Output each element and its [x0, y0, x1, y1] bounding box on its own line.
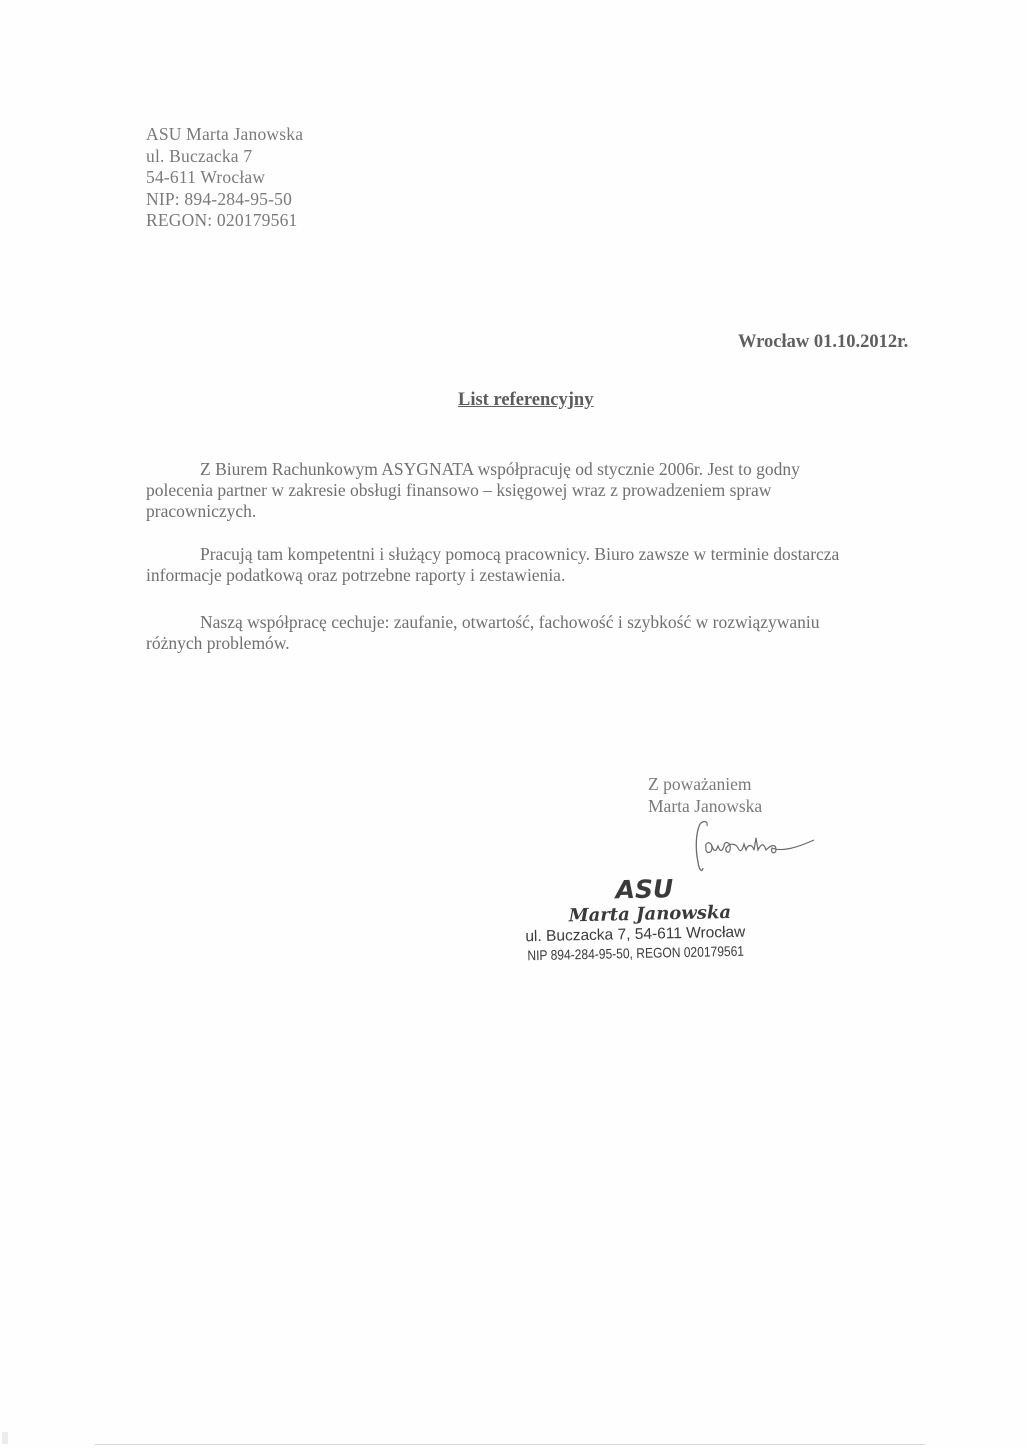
closing-block [648, 773, 762, 817]
sender-street: ul. Buczacka 7 [146, 145, 253, 166]
company-stamp [499, 873, 771, 965]
letter-title: List referencyjny [458, 390, 594, 410]
closing-name: Marta Janowska [648, 796, 763, 816]
paragraph-2 [146, 544, 839, 586]
stamp-name: Marta Janowska [568, 901, 732, 927]
sender-regon: REGON: 020179561 [146, 210, 298, 230]
paragraph-2-line-2: informacje podatkową oraz potrzebne raporty i zestawienia. [146, 565, 566, 585]
sender-block [146, 124, 303, 232]
paragraph-1 [146, 459, 800, 522]
paragraph-3-line-1: Naszą współpracę cechuje: zaufanie, otwartość, fachowość i szybkość w rozwiązywaniu [200, 612, 820, 632]
paragraph-1-line-1: Z Biurem Rachunkowym ASYGNATA współpracuję od stycznie 2006r. Jest to godny [200, 459, 800, 479]
paragraph-1-line-2: polecenia partner w zakresie obsługi finansowo – księgowej wraz z prowadzeniem spraw [146, 480, 772, 500]
stamp-ids: NIP 894-284-95-50, REGON 020179561 [527, 942, 745, 964]
paragraph-3-line-2: różnych problemów. [146, 633, 290, 653]
scan-edge-line [95, 1444, 925, 1445]
handwritten-signature [692, 818, 822, 876]
paragraph-2-line-1: Pracują tam kompetentni i służący pomocą pracownicy. Biuro zawsze w terminie dostarcza [200, 544, 840, 564]
paragraph-1-line-3: pracowniczych. [146, 501, 257, 521]
stamp-address: ul. Buczacka 7, 54-611 Wrocław [525, 923, 746, 946]
stamp-title: ASU [615, 874, 674, 905]
sender-city: 54-611 Wrocław [146, 167, 266, 187]
sender-name: ASU Marta Janowska [146, 124, 304, 144]
paragraph-3 [146, 612, 820, 654]
scan-speck [2, 1432, 8, 1444]
sender-nip: NIP: 894-284-95-50 [146, 188, 293, 209]
letter-date: Wrocław 01.10.2012r. [738, 332, 909, 352]
closing-greeting: Z poważaniem [648, 774, 752, 794]
